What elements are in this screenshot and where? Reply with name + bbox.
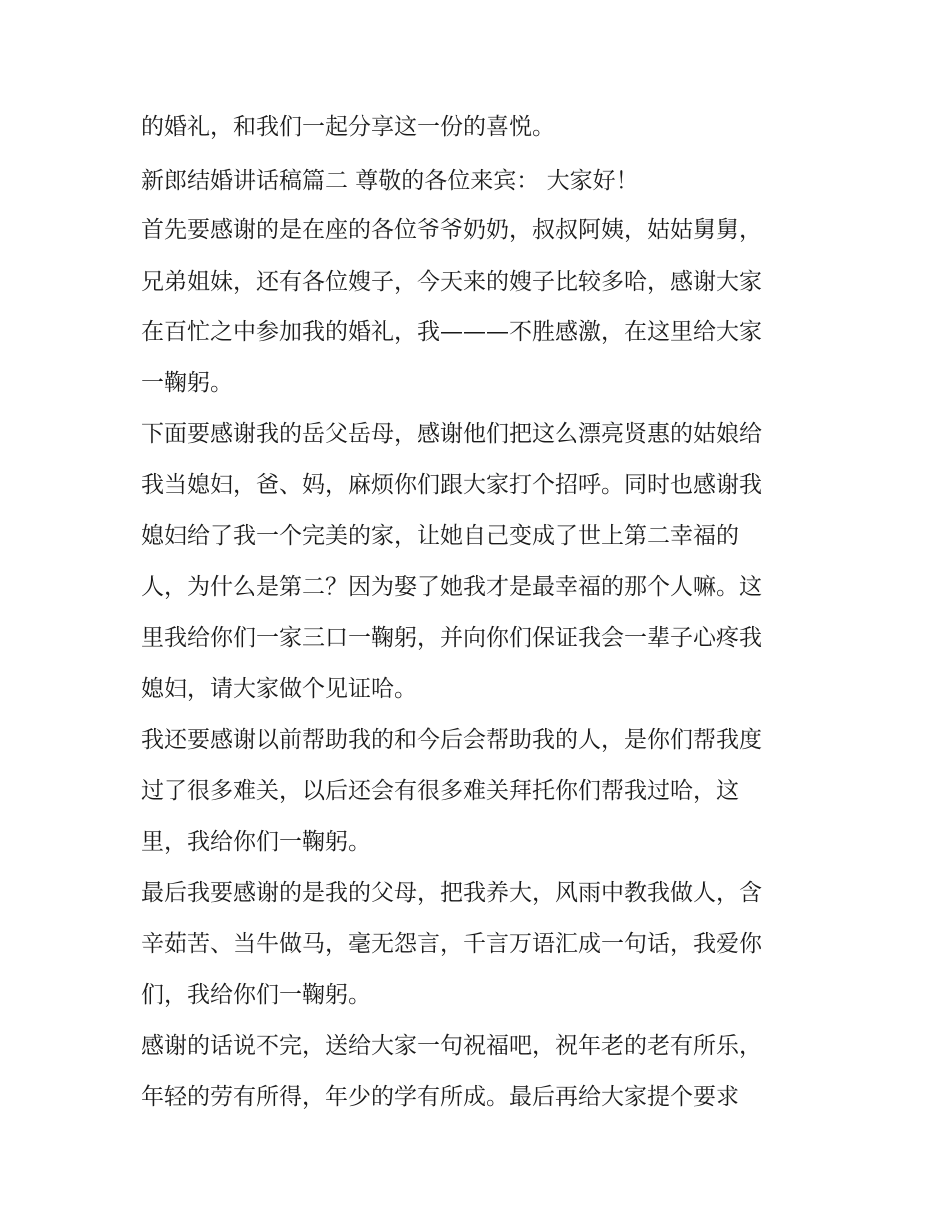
text-line: 下面要感谢我的岳父岳母，感谢他们把这么漂亮贤惠的姑娘给 bbox=[141, 421, 762, 447]
text-line: 我还要感谢以前帮助我的和今后会帮助我的人，是你们帮我度 bbox=[141, 727, 762, 753]
text-line: 过了很多难关，以后还会有很多难关拜托你们帮我过哈，这 bbox=[141, 778, 739, 804]
text-line: 在百忙之中参加我的婚礼，我———不胜感激，在这里给大家 bbox=[141, 319, 762, 345]
text-line: 辛茹苦、当牛做马，毫无怨言，千言万语汇成一句话，我爱你 bbox=[141, 931, 762, 957]
section-heading-line: 新郎结婚讲话稿篇二 尊敬的各位来宾： 大家好！ bbox=[141, 168, 639, 194]
text-line: 感谢的话说不完，送给大家一句祝福吧，祝年老的老有所乐， bbox=[141, 1033, 762, 1059]
text-line: 里，我给你们一鞠躬。 bbox=[141, 829, 371, 855]
text-line: 的婚礼，和我们一起分享这一份的喜悦。 bbox=[141, 114, 555, 140]
text-line: 首先要感谢的是在座的各位爷爷奶奶，叔叔阿姨，姑姑舅舅， bbox=[141, 217, 762, 243]
text-line: 人，为什么是第二？因为娶了她我才是最幸福的那个人嘛。这 bbox=[141, 574, 762, 600]
text-line: 最后我要感谢的是我的父母，把我养大，风雨中教我做人，含 bbox=[141, 880, 762, 906]
text-line: 们，我给你们一鞠躬。 bbox=[141, 982, 371, 1008]
text-line: 年轻的劳有所得，年少的学有所成。最后再给大家提个要求 bbox=[141, 1084, 739, 1110]
text-line: 媳妇，请大家做个见证哈。 bbox=[141, 676, 417, 702]
text-line: 我当媳妇，爸、妈，麻烦你们跟大家打个招呼。同时也感谢我 bbox=[141, 472, 762, 498]
text-line: 兄弟姐妹，还有各位嫂子，今天来的嫂子比较多哈，感谢大家 bbox=[141, 269, 762, 295]
text-line: 媳妇给了我一个完美的家，让她自己变成了世上第二幸福的 bbox=[141, 523, 739, 549]
text-line: 里我给你们一家三口一鞠躬，并向你们保证我会一辈子心疼我 bbox=[141, 625, 762, 651]
text-line: 一鞠躬。 bbox=[141, 370, 233, 396]
